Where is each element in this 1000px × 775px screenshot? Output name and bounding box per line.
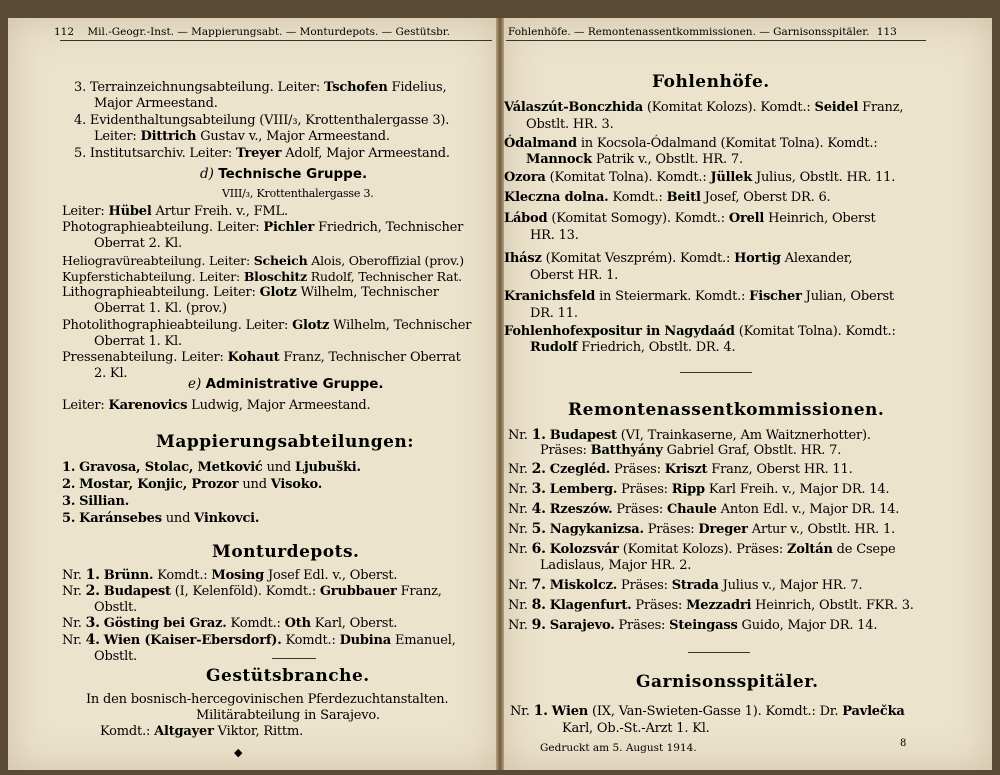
montur-item: Nr. 3. Gösting bei Graz. Komdt.: Oth Karl, Oberst.: [62, 615, 398, 631]
fohlen-item-cont: Mannock Patrik v., Obstlt. HR. 7.: [526, 152, 743, 167]
left-line: Photographieabteilung. Leiter: Pichler Friedrich, Technischer: [62, 220, 464, 235]
left-line: Pressenabteilung. Leiter: Kohaut Franz, Technischer Oberrat: [62, 350, 461, 365]
left-line: 2. Kl.: [94, 366, 128, 381]
fohlen-item-cont: HR. 13.: [530, 228, 579, 243]
fohlen-item-cont: Oberst HR. 1.: [530, 268, 619, 283]
remonte-item: Nr. 5. Nagykanizsa. Präses: Dreger Artur v., Obstlt. HR. 1.: [508, 521, 896, 537]
left-page-number: 112: [54, 26, 75, 38]
left-line: Photolithographieabteilung. Leiter: Glotz Wilhelm, Technischer: [62, 318, 472, 333]
garnison-item: Nr. 1. Wien (IX, Van-Swieten-Gasse 1). Komdt.: Dr. Pavlečka: [510, 703, 905, 719]
mapp-item: 3. Sillian.: [62, 494, 130, 509]
fohlen-item: Kranichsfeld in Steiermark. Komdt.: Fischer Julian, Oberst: [504, 289, 894, 304]
gestuet-komdt: Komdt.: Altgayer Viktor, Rittm.: [100, 724, 304, 739]
left-line: Lithographieabteilung. Leiter: Glotz Wilhelm, Technischer: [62, 285, 439, 300]
montur-item-cont: Obstlt.: [94, 600, 137, 615]
fohlen-item-cont: Rudolf Friedrich, Obstlt. DR. 4.: [530, 340, 736, 355]
left-line: Leiter: Dittrich Gustav v., Major Armeestand.: [94, 129, 390, 144]
mapp-item: 1. Gravosa, Stolac, Metković und Ljubuški.: [62, 460, 361, 475]
left-line: 4. Evidenthaltungsabteilung (VIII/₃, Krottenthalergasse 3).: [74, 113, 450, 128]
remonte-heading: Remontenassentkommissionen.: [568, 400, 885, 420]
left-line: Heliogravüreabteilung. Leiter: Scheich Alois, Oberoffizial (prov.): [62, 253, 464, 268]
left-line: Kupferstichabteilung. Leiter: Bloschitz Rudolf, Technischer Rat.: [62, 269, 462, 284]
gestuet-heading: Gestütsbranche.: [206, 666, 370, 686]
section-divider: [272, 658, 316, 659]
subsection-e-heading: e) Administrative Gruppe.: [188, 376, 384, 392]
left-line: Oberrat 1. Kl. (prov.): [94, 301, 227, 316]
remonte-item: Nr. 1. Budapest (VI, Trainkaserne, Am Waitznerhotter).: [508, 427, 871, 443]
fohlen-item: Lábod (Komitat Somogy). Komdt.: Orell Heinrich, Oberst: [504, 211, 876, 226]
garnison-heading: Garnisonsspitäler.: [636, 672, 819, 692]
bullet-ornament: ◆: [234, 746, 243, 759]
remonte-item: Nr. 2. Czegléd. Präses: Kriszt Franz, Oberst HR. 11.: [508, 461, 853, 477]
left-line: 5. Institutsarchiv. Leiter: Treyer Adolf, Major Armeestand.: [74, 146, 450, 161]
remonte-item: Nr. 8. Klagenfurt. Präses: Mezzadri Heinrich, Obstlt. FKR. 3.: [508, 597, 914, 613]
fohlen-item: Ódalmand in Kocsola-Ódalmand (Komitat Tolna). Komdt.:: [504, 136, 878, 151]
remonte-item-cont: Präses: Batthyány Gabriel Graf, Obstlt. HR. 7.: [540, 443, 842, 458]
left-line: Oberrat 2. Kl.: [94, 236, 182, 251]
right-page-number: 113: [876, 26, 897, 38]
right-head-rule: [506, 40, 926, 41]
fohlen-item: Ihász (Komitat Veszprém). Komdt.: Hortig Alexander,: [504, 251, 853, 266]
left-head-rule: [60, 40, 492, 41]
fohlen-item-cont: DR. 11.: [530, 306, 578, 321]
fohlen-item: Válaszút-Bonczhida (Komitat Kolozs). Komdt.: Seidel Franz,: [504, 100, 904, 115]
left-line: Oberrat 1. Kl.: [94, 334, 182, 349]
mapp-item: 2. Mostar, Konjic, Prozor und Visoko.: [62, 477, 323, 492]
print-date-footer: Gedruckt am 5. August 1914.: [540, 742, 697, 754]
remonte-item-cont: Ladislaus, Major HR. 2.: [540, 558, 692, 573]
fohlen-item: Kleczna dolna. Komdt.: Beitl Josef, Oberst DR. 6.: [504, 190, 831, 205]
subsection-d-heading: d) Technische Gruppe.: [200, 166, 368, 182]
montur-item: Nr. 1. Brünn. Komdt.: Mosing Josef Edl. v., Oberst.: [62, 567, 398, 583]
remonte-item: Nr. 9. Sarajevo. Präses: Steingass Guido, Major DR. 14.: [508, 617, 878, 633]
fohlen-item-cont: Obstlt. HR. 3.: [526, 117, 614, 132]
remonte-item: Nr. 3. Lemberg. Präses: Ripp Karl Freih. v., Major DR. 14.: [508, 481, 890, 497]
left-running-head-text: Mil.-Geogr.-Inst. — Mappierungsabt. — Monturdepots. — Gestütsbr.: [87, 26, 451, 38]
section-divider: [680, 372, 752, 373]
fohlen-heading: Fohlenhöfe.: [652, 72, 770, 92]
montur-item: Nr. 4. Wien (Kaiser-Ebersdorf). Komdt.: Dubina Emanuel,: [62, 632, 456, 648]
left-running-head: [54, 26, 450, 38]
right-running-head-text: Fohlenhöfe. — Remontenassentkommissionen. — Garnisonsspitäler.: [508, 26, 870, 38]
montur-item-cont: Obstlt.: [94, 649, 137, 664]
remonte-item: Nr. 7. Miskolcz. Präses: Strada Julius v., Major HR. 7.: [508, 577, 863, 593]
montur-heading: Monturdepots.: [212, 542, 360, 562]
gestuet-line: Militärabteilung in Sarajevo.: [196, 708, 380, 723]
gestuet-line: In den bosnisch-hercegovinischen Pferdezuchtanstalten.: [86, 692, 449, 707]
mapp-item: 5. Karánsebes und Vinkovci.: [62, 511, 260, 526]
mappierung-heading: Mappierungsabteilungen:: [156, 432, 415, 452]
book-gutter: [496, 18, 504, 770]
right-running-head: [508, 26, 897, 38]
montur-item: Nr. 2. Budapest (I, Kelenföld). Komdt.: Grubbauer Franz,: [62, 583, 442, 599]
fohlen-item: Ozora (Komitat Tolna). Komdt.: Jüllek Julius, Obstlt. HR. 11.: [504, 170, 896, 185]
left-line: Leiter: Karenovics Ludwig, Major Armeestand.: [62, 398, 371, 413]
section-divider: [688, 652, 750, 653]
left-line: Major Armeestand.: [94, 96, 218, 111]
subsection-d-address: VIII/₃, Krottenthalergasse 3.: [222, 187, 374, 200]
left-line: 3. Terrainzeichnungsabteilung. Leiter: Tschofen Fidelius,: [74, 80, 447, 95]
left-line: Leiter: Hübel Artur Freih. v., FML.: [62, 204, 288, 219]
garnison-item-cont: Karl, Ob.-St.-Arzt 1. Kl.: [562, 721, 710, 736]
signature-mark: 8: [900, 738, 907, 749]
remonte-item: Nr. 4. Rzeszów. Präses: Chaule Anton Edl. v., Major DR. 14.: [508, 501, 900, 517]
remonte-item: Nr. 6. Kolozsvár (Komitat Kolozs). Präses: Zoltán de Csepe: [508, 541, 896, 557]
fohlen-item: Fohlenhofexpositur in Nagydaád (Komitat Tolna). Komdt.:: [504, 324, 896, 339]
